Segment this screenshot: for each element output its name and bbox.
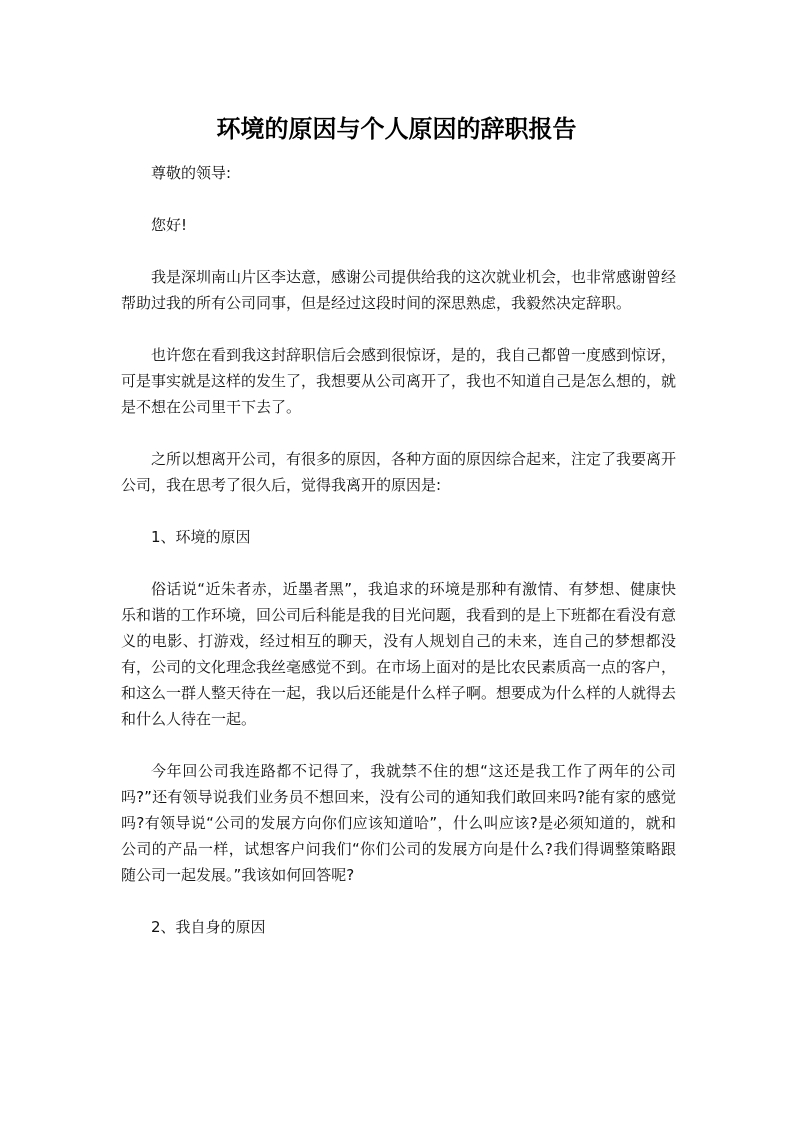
document-body (121, 160, 676, 966)
paragraph-environment: 俗话说“近朱者赤，近墨者黑”，我追求的环境是那种有激情、有梦想、健康快乐和谐的工作环境，回公司后科能是我的目光问题，我看到的是上下班都在看没有意义的电影、打游戏，经过相互的聊天，没有人规划自己的未来，连自己的梦想都没有，公司的文化理念我丝毫感觉不到。在市场上面对的是比农民素质高一点的客户，和这么一群人整天待在一起，我以后还能是什么样子啊。想要成为什么样的人就得去和什么人待在一起。 (121, 580, 677, 728)
paragraph-introduction: 我是深圳南山片区李达意，感谢公司提供给我的这次就业机会，也非常感谢曾经帮助过我的所有公司同事，但是经过这段时间的深思熟虑，我毅然决定辞职。 (121, 268, 677, 312)
paragraph-reasons-overview: 之所以想离开公司，有很多的原因，各种方面的原因综合起来，注定了我要离开公司，我在思考了很久后，觉得我离开的原因是: (121, 450, 677, 494)
paragraph-company-direction: 今年回公司我连路都不记得了，我就禁不住的想“这还是我工作了两年的公司吗?”还有领导说我们业务员不想回来，没有公司的通知我们敢回来吗?能有家的感觉吗?有领导说“公司的发展方向你们应该知道哈”，什么叫应该?是必须知道的，就和公司的产品一样，试想客户问我们“你们公司的发展方向是什么?我们得调整策略跟随公司一起发展。”我该如何回答呢? (121, 762, 676, 884)
paragraph-surprise: 也许您在看到我这封辞职信后会感到很惊讶，是的，我自己都曾一度感到惊讶，可是事实就是这样的发生了，我想要从公司离开了，我也不知道自己是怎么想的，就是不想在公司里干下去了。 (121, 346, 677, 416)
document-title: 环境的原因与个人原因的辞职报告 (216, 115, 577, 143)
section-heading-environment: 1、环境的原因 (151, 528, 251, 546)
salutation: 尊敬的领导: (151, 164, 232, 182)
section-heading-personal: 2、我自身的原因 (151, 918, 266, 936)
greeting: 您好! (151, 216, 188, 234)
